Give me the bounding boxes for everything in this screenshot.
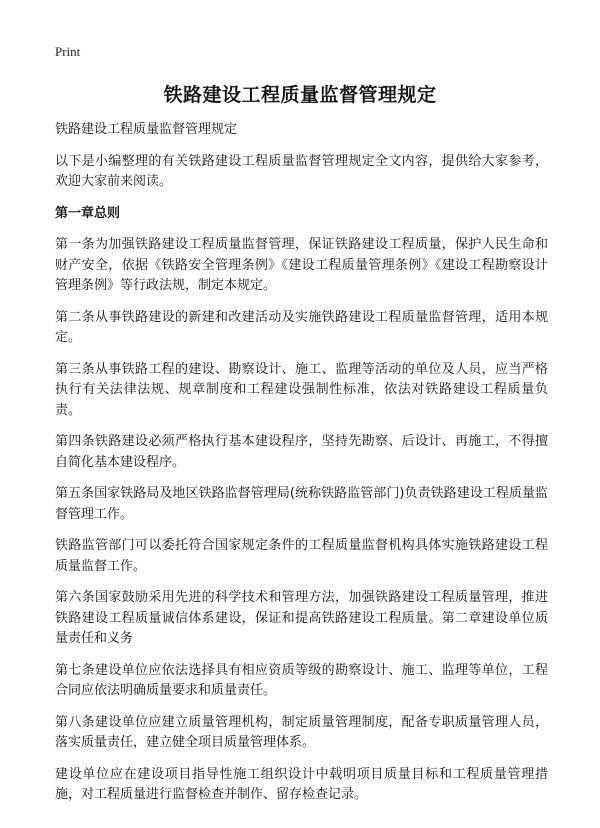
print-link[interactable]: Print: [55, 44, 81, 59]
article-8-continuation-paragraph: 建设单位应在建设项目指导性施工组织设计中载明项目质量目标和工程质量管理措施，对工程质量进行监督检查并制作、留存检查记录。: [55, 766, 548, 802]
document-body: [55, 120, 548, 817]
article-1-paragraph: 第一条为加强铁路建设工程质量监督管理，保证铁路建设工程质量，保护人民生命和财产安全，依据《铁路安全管理条例》《建设工程质量管理条例》《建设工程勘察设计管理条例》等行政法规，制定本规定。: [55, 237, 548, 293]
document-title: 铁路建设工程质量监督管理规定: [163, 84, 437, 106]
article-5-continuation-paragraph: 铁路监管部门可以委托符合国家规定条件的工程质量监督机构具体实施铁路建设工程质量监督工作。: [55, 538, 548, 574]
chapter-heading: 第一章总则: [55, 205, 121, 221]
article-2-paragraph: 第二条从事铁路建设的新建和改建活动及实施铁路建设工程质量监督管理，适用本规定。: [55, 309, 548, 345]
article-8-paragraph: 第八条建设单位应建立质量管理机构，制定质量管理制度，配备专职质量管理人员，落实质量责任，建立健全项目质量管理体系。: [55, 714, 548, 750]
article-7-paragraph: 第七条建设单位应依法选择具有相应资质等级的勘察设计、施工、监理等单位，工程合同应依法明确质量要求和质量责任。: [55, 662, 548, 698]
article-3-paragraph: 第三条从事铁路工程的建设、勘察设计、施工、监理等活动的单位及人员，应当严格执行有关法律法规、规章制度和工程建设强制性标准，依法对铁路建设工程质量负责。: [55, 361, 548, 418]
document-subtitle: 铁路建设工程质量监督管理规定: [55, 122, 238, 137]
intro-paragraph: 以下是小编整理的有关铁路建设工程质量监督管理规定全文内容，提供给大家参考，欢迎大家前来阅读。: [55, 153, 548, 189]
article-5-paragraph: 第五条国家铁路局及地区铁路监督管理局(统称铁路监管部门)负责铁路建设工程质量监督管理工作。: [55, 486, 548, 522]
article-6-paragraph: 第六条国家鼓励采用先进的科学技术和管理方法，加强铁路建设工程质量管理，推进铁路建设工程质量诚信体系建设，保证和提高铁路建设工程质量。第二章建设单位质量责任和义务: [55, 590, 548, 646]
article-4-paragraph: 第四条铁路建设必须严格执行基本建设程序，坚持先勘察、后设计、再施工，不得擅自简化基本建设程序。: [55, 434, 548, 470]
